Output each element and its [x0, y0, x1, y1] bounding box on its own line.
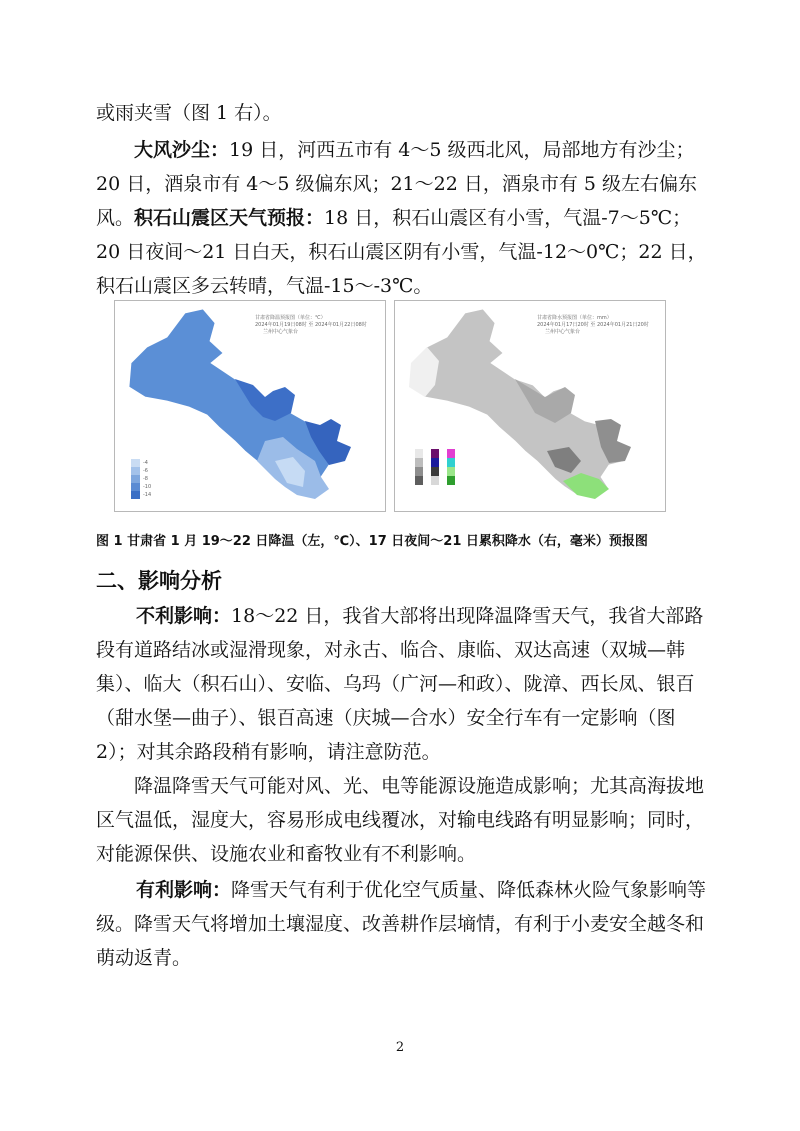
- favorable-impact-heading: 有利影响：: [136, 879, 232, 901]
- precip-map-title: 甘肃省降水预报图（单位：mm）: [537, 315, 612, 321]
- legend-label-2: -8: [143, 476, 148, 482]
- precip-swatch-b2: [431, 458, 439, 467]
- legend-swatch-3: [131, 483, 140, 491]
- wind-dust-text: 19 日，河西五市有 4～5 级西北风，局部地方有沙尘；20 日，酒泉市有 4～5 级偏东风；21～22 日，酒泉市有 5 级左右偏东风。: [96, 139, 698, 229]
- cooling-legend: [131, 459, 151, 499]
- continuation-text: 或雨夹雪（图 1 右）。: [96, 102, 282, 124]
- precip-swatch-a1: [415, 449, 423, 458]
- legend-swatch-1: [131, 467, 140, 475]
- wind-dust-heading: 大风沙尘：: [134, 139, 230, 161]
- precip-swatch-b1: [431, 449, 439, 458]
- precip-swatch-c2: [447, 458, 455, 467]
- precip-map-subtitle: 2024年01月17日20时 至 2024年01月21日20时: [537, 322, 649, 328]
- jishishan-text: 18 日，积石山震区有小雪，气温-7～5℃；20 日夜间～21 日白天，积石山震区阴有小雪，气温-12～0℃；22 日，积石山震区多云转晴，气温-15～-3℃。: [96, 207, 707, 297]
- adverse-impact-text: 18～22 日，我省大部将出现降温降雪天气，我省大部路段有道路结冰或湿滑现象，对永古、临合、康临、双达高速（双城—韩集）、临大（积石山）、安临、乌玛（广河—和政）、陇漳、西长凤、银百（甜水堡—曲子）、银百高速（庆城—合水）安全行车有一定影响（图 2）；对其余路段稍有影响，请注意防范。: [96, 605, 704, 763]
- figure-caption: 图 1 甘肃省 1 月 19～22 日降温（左，℃）、17 日夜间～21 日累积降水（右，毫米）预报图: [96, 534, 648, 549]
- cooling-map-subtitle: 2024年01月19日08时 至 2024年01月22日08时: [255, 322, 367, 328]
- precipitation-forecast-map: [394, 300, 666, 512]
- cooling-map-title: 甘肃省降温预报图（单位：℃）: [255, 315, 326, 321]
- precip-swatch-c3: [447, 467, 455, 476]
- jishishan-heading: 积石山震区天气预报：: [134, 207, 325, 229]
- precip-swatch-a3: [415, 467, 423, 476]
- precip-swatch-c1: [447, 449, 455, 458]
- favorable-impact-paragraph: [96, 873, 708, 975]
- precip-map-issuer: 兰州中心气象台: [545, 329, 581, 335]
- cooling-forecast-map: [114, 300, 386, 512]
- cooling-map-graphic: [115, 301, 385, 511]
- adverse-impact-heading: 不利影响：: [136, 605, 232, 627]
- precip-swatch-b3: [431, 467, 439, 476]
- favorable-impact-text: 降雪天气有利于优化空气质量、降低森林火险气象影响等级。降雪天气将增加土壤湿度、改善耕作层墒情，有利于小麦安全越冬和萌动返青。: [96, 879, 707, 969]
- legend-swatch-2: [131, 475, 140, 483]
- energy-impact-paragraph: 降温降雪天气可能对风、光、电等能源设施造成影响；尤其高海拔地区气温低，湿度大，容易形成电线覆冰，对输电线路有明显影响；同时，对能源保供、设施农业和畜牧业有不利影响。: [96, 775, 705, 865]
- precip-swatch-c4: [447, 476, 455, 485]
- legend-label-3: -10: [143, 484, 152, 490]
- legend-swatch-0: [131, 459, 140, 467]
- precip-swatch-b4: [431, 476, 439, 485]
- precip-swatch-a2: [415, 458, 423, 467]
- precip-map-graphic: [395, 301, 665, 511]
- section-title: 二、影响分析: [96, 569, 222, 593]
- legend-label-4: -14: [143, 492, 152, 498]
- page-number: 2: [395, 1040, 405, 1055]
- cooling-map-issuer: 兰州中心气象台: [263, 329, 299, 335]
- precip-legend: [415, 449, 455, 485]
- legend-swatch-4: [131, 491, 140, 499]
- precip-swatch-a4: [415, 476, 423, 485]
- jishishan-paragraph: [96, 201, 708, 303]
- legend-label-0: -4: [143, 460, 148, 466]
- legend-label-1: -6: [143, 468, 148, 474]
- adverse-impact-paragraph: [96, 599, 708, 769]
- gansu-precip-base: [409, 309, 631, 499]
